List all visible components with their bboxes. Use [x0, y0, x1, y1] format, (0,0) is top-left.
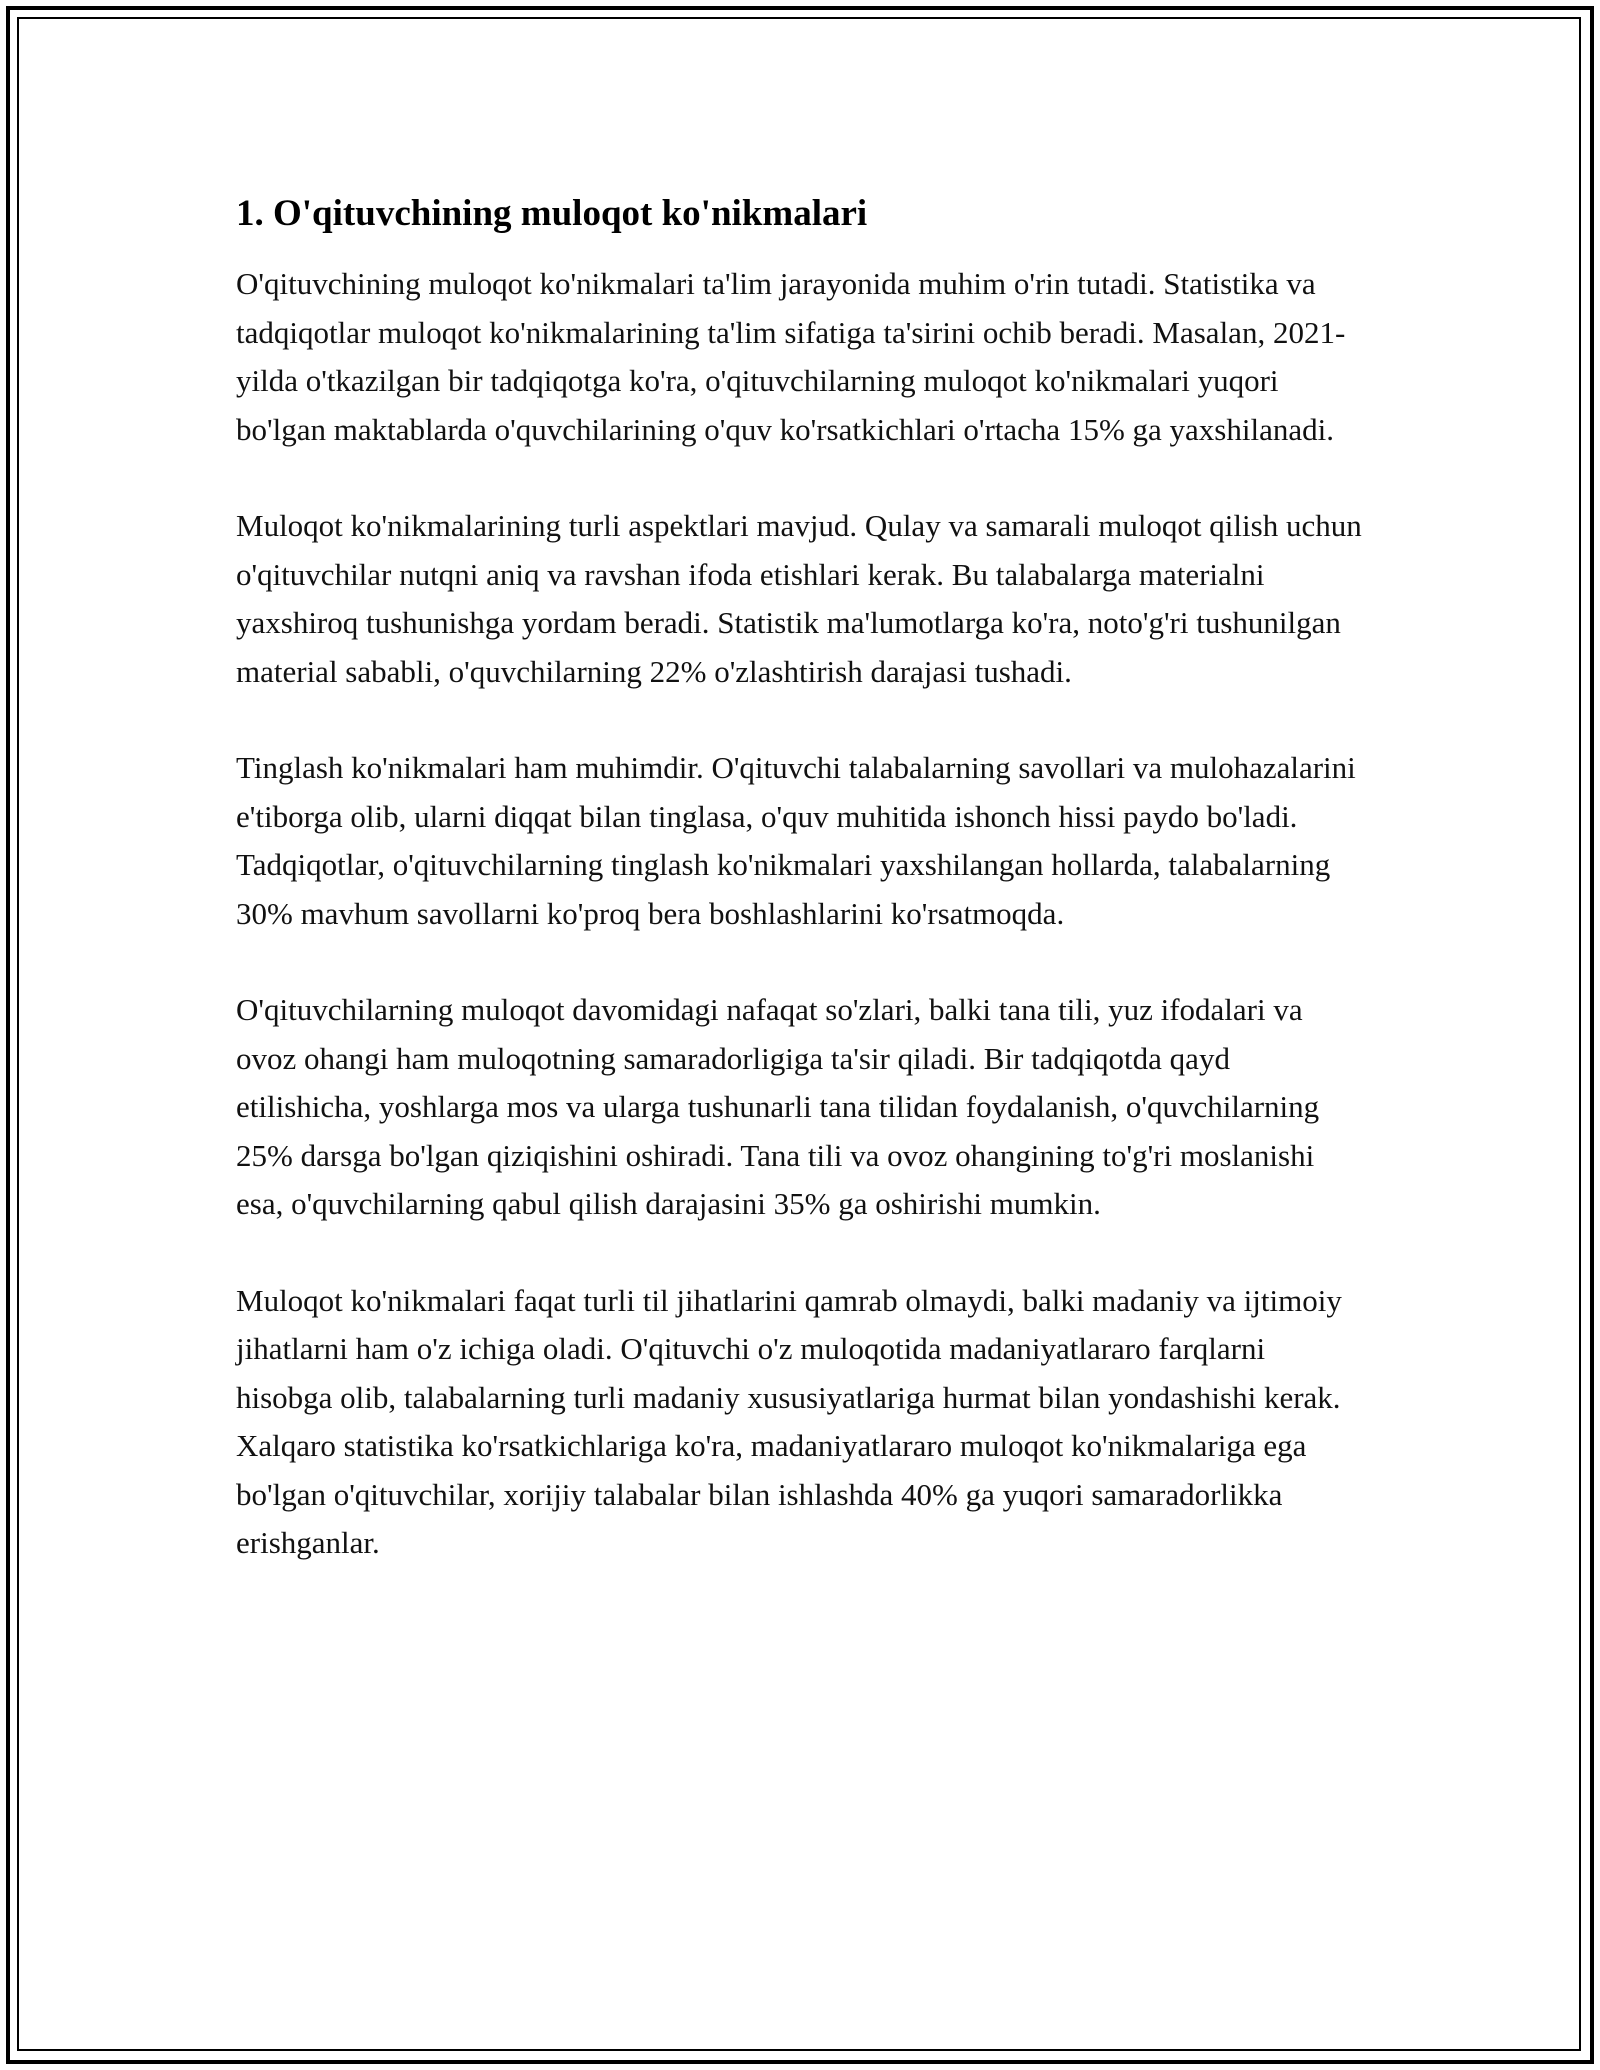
paragraph-2: Muloqot ko'nikmalarining turli aspektlari mavjud. Qulay va samarali muloqot qilish uchun o'qituvchilar nutqni aniq va ravshan ifoda etishlari kerak. Bu talabalarga materialni yaxshiroq tushunishga yordam beradi. Statistik ma'lumotlarga ko'ra, noto'g'ri tushunilgan material sababli, o'quvchilarning 22% o'zlashtirish darajasi tushadi. — [236, 508, 1362, 689]
paragraph-3: Tinglash ko'nikmalari ham muhimdir. O'qituvchi talabalarning savollari va mulohazalarini e'tiborga olib, ularni diqqat bilan tinglasa, o'quv muhitida ishonch hissi paydo bo'ladi. Tadqiqotlar, o'qituvchilarning tinglash ko'nikmalari yaxshilangan hollarda, talabalarning 30% mavhum savollarni ko'proq bera boshlashlarini ko'rsatmoqda. — [236, 750, 1356, 931]
document-body — [236, 186, 1366, 1616]
section-heading: 1. O'qituvchining muloqot ko'nikmalari — [236, 193, 868, 234]
paragraph-1: O'qituvchining muloqot ko'nikmalari ta'lim jarayonida muhim o'rin tutadi. Statistika va tadqiqotlar muloqot ko'nikmalarining ta'lim sifatiga ta'sirini ochib beradi. Masalan, 2021-yilda o'tkazilgan bir tadqiqotga ko'ra, o'qituvchilarning muloqot ko'nikmalari yuqori bo'lgan maktablarda o'quvchilarining o'quv ko'rsatkichlari o'rtacha 15% ga yaxshilanadi. — [236, 266, 1346, 447]
paragraph-4: O'qituvchilarning muloqot davomidagi nafaqat so'zlari, balki tana tili, yuz ifodalari va ovoz ohangi ham muloqotning samaradorligiga ta'sir qiladi. Bir tadqiqotda qayd etilishicha, yoshlarga mos va ularga tushunarli tana tilidan foydalanish, o'quvchilarning 25% darsga bo'lgan qiziqishini oshiradi. Tana tili va ovoz ohangining to'g'ri moslanishi esa, o'quvchilarning qabul qilish darajasini 35% ga oshirishi mumkin. — [236, 992, 1320, 1221]
paragraph-5: Muloqot ko'nikmalari faqat turli til jihatlarini qamrab olmaydi, balki madaniy va ijtimoiy jihatlarni ham o'z ichiga oladi. O'qituvchi o'z muloqotida madaniyatlararo farqlarni hisobga olib, talabalarning turli madaniy xususiyatlariga hurmat bilan yondashishi kerak. Xalqaro statistika ko'rsatkichlariga ko'ra, madaniyatlararo muloqot ko'nikmalariga ega bo'lgan o'qituvchilar, xorijiy talabalar bilan ishlashda 40% ga yuqori samaradorlikka erishganlar. — [236, 1282, 1342, 1560]
